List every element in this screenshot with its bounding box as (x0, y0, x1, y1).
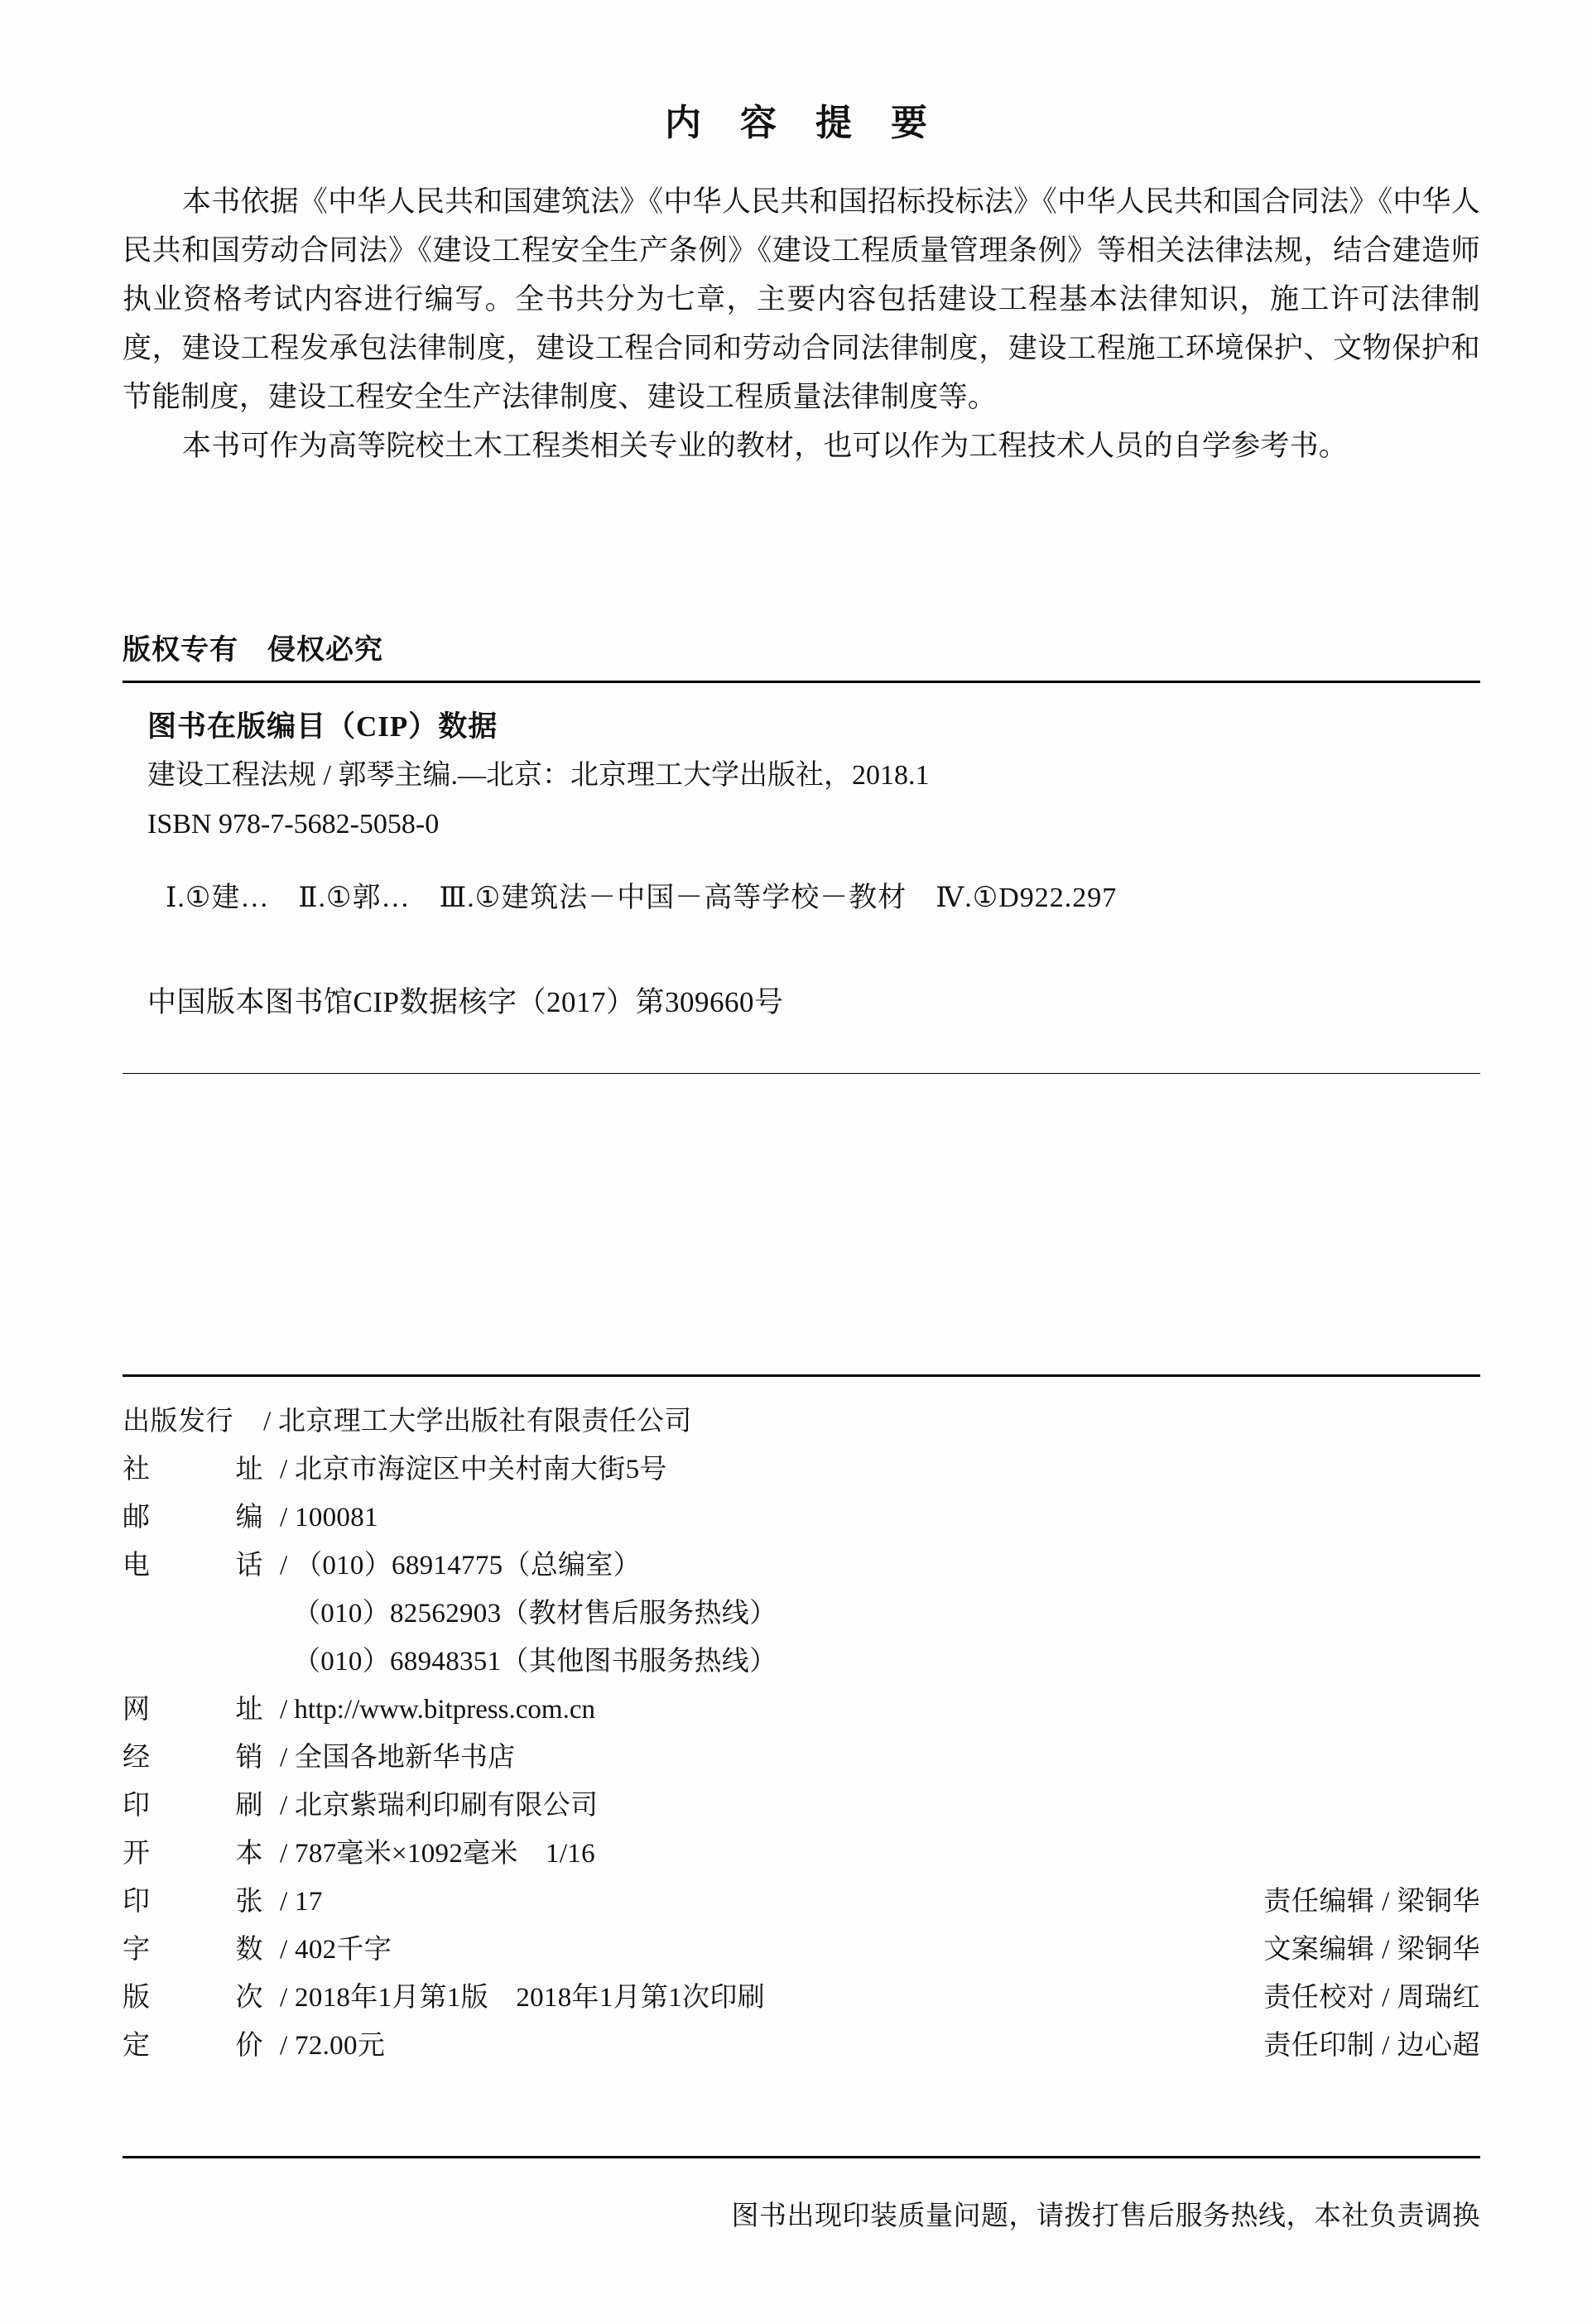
publication-row-label (123, 1687, 280, 1726)
divider-below-cip (123, 1073, 1480, 1074)
publication-staff-credit: 责任编辑 / 梁铜华 (1263, 1887, 1480, 1917)
publication-label-char-a: 开 (123, 1839, 151, 1869)
publication-info (123, 1399, 1480, 2071)
publication-row-label (123, 1927, 280, 1966)
publication-label-char-b: 话 (235, 1551, 263, 1581)
publication-label-char-a: 字 (123, 1935, 151, 1965)
publication-row (123, 2023, 1480, 2071)
publication-row-label (123, 1831, 280, 1870)
publication-label-char-b: 数 (235, 1935, 263, 1965)
publication-label-char-a: 经 (123, 1743, 151, 1773)
publication-row-value: / 2018年1月第1版 2018年1月第1次印刷 (280, 1983, 765, 2013)
publication-row (123, 1591, 1480, 1639)
publication-row (123, 1543, 1480, 1591)
publication-label-char-b: 张 (235, 1887, 263, 1917)
cip-title-line: 建设工程法规 / 郭琴主编.—北京：北京理工大学出版社，2018.1 (147, 760, 930, 791)
publication-row-value: / 全国各地新华书店 (280, 1743, 516, 1773)
publication-row (123, 1447, 1480, 1495)
cip-classification: Ⅰ.①建… Ⅱ.①郭… Ⅲ.①建筑法－中国－高等学校－教材 Ⅳ.①D922.297 (166, 883, 1118, 913)
publication-row-value: / 787毫米×1092毫米 1/16 (280, 1839, 595, 1869)
publication-row (123, 1687, 1480, 1735)
copyright-notice: 版权专有 侵权必究 (123, 635, 383, 666)
publication-label-char-b: 刷 (235, 1791, 263, 1821)
divider-above-publication (123, 1374, 1480, 1377)
publication-row-value: / 100081 (280, 1503, 378, 1532)
publication-label-char-b: 编 (235, 1503, 263, 1532)
cip-isbn: ISBN 978-7-5682-5058-0 (147, 809, 440, 840)
publication-row (123, 1783, 1480, 1831)
publication-label-char-a: 版 (123, 1983, 151, 2013)
publication-row (123, 1831, 1480, 1879)
abstract-paragraph-2: 本书可作为高等院校土木工程类相关专业的教材，也可以作为工程技术人员的自学参考书。 (182, 430, 1349, 462)
publication-row (123, 1927, 1480, 1975)
footer-note: 图书出现印装质量问题，请拨打售后服务热线，本社负责调换 (731, 2201, 1480, 2231)
publication-row-label (123, 1879, 280, 1918)
abstract-section (123, 177, 1480, 470)
publication-row (123, 1735, 1480, 1783)
publication-label-char-a: 邮 (123, 1503, 151, 1532)
publication-row-value: / （010）68914775（总编室） (280, 1551, 641, 1581)
publication-row-label (123, 1975, 280, 2014)
divider-above-cip (123, 681, 1480, 683)
publication-staff-credit: 文案编辑 / 梁铜华 (1263, 1935, 1480, 1965)
publication-row (123, 1975, 1480, 2023)
publication-row-label: 出版发行 (123, 1407, 233, 1436)
publication-label-char-a: 网 (123, 1695, 151, 1725)
publication-staff-credit: 责任印制 / 边心超 (1263, 2031, 1480, 2061)
publication-label-char-a: 定 (123, 2031, 151, 2061)
publication-row-label (123, 1783, 280, 1822)
publication-label-char-a: 社 (123, 1455, 151, 1484)
publication-row (123, 1879, 1480, 1927)
publication-staff-credit: 责任校对 / 周瑞红 (1263, 1983, 1480, 2013)
publication-label-char-b: 址 (235, 1455, 263, 1484)
publication-label-char-b: 销 (235, 1743, 263, 1773)
abstract-paragraph-1: 本书依据《中华人民共和国建筑法》《中华人民共和国招标投标法》《中华人民共和国合同法》《中华人民共和国劳动合同法》《建设工程安全生产条例》《建设工程质量管理条例》等相关法律法规，结合建造师执业资格考试内容进行编写。全书共分为七章，主要内容包括建设工程基本法律知识，施工许可法律制度，建设工程发承包法律制度，建设工程合同和劳动合同法律制度，建设工程施工环境保护、文物保护和节能制度，建设工程安全生产法律制度、建设工程质量法律制度等。 (123, 185, 1480, 413)
publication-row (123, 1399, 1480, 1447)
publication-label-char-b: 址 (235, 1695, 263, 1725)
publication-row-value: / 北京理工大学出版社有限责任公司 (263, 1407, 692, 1436)
publication-row (123, 1639, 1480, 1687)
publication-row-value: / 72.00元 (280, 2031, 386, 2061)
divider-below-publication (123, 2156, 1480, 2158)
page-title: 内 容 提 要 (665, 103, 942, 143)
publication-row-label (123, 1495, 280, 1534)
publication-label-char-b: 本 (235, 1839, 263, 1869)
publication-row (123, 1495, 1480, 1543)
publication-label-char-b: 次 (235, 1983, 263, 2013)
cip-block (147, 702, 1489, 922)
publication-label-char-b: 价 (235, 2031, 263, 2061)
publication-row-value: （010）82562903（教材售后服务热线） (293, 1599, 777, 1629)
publication-label-char-a: 印 (123, 1887, 151, 1917)
cip-heading: 图书在版编目（CIP）数据 (147, 710, 498, 743)
publication-label-char-a: 电 (123, 1551, 151, 1581)
publisher-website-value[interactable]: / http://www.bitpress.com.cn (280, 1695, 595, 1725)
publication-row-label (123, 1735, 280, 1774)
publication-row-value: / 北京紫瑞利印刷有限公司 (280, 1791, 599, 1821)
publication-row-label (123, 1543, 280, 1582)
publication-row-value: / 北京市海淀区中关村南大街5号 (280, 1455, 667, 1484)
cip-approval-number: 中国版本图书馆CIP数据核字（2017）第309660号 (147, 986, 784, 1018)
publication-row-label (123, 1447, 280, 1486)
publication-row-value: / 17 (280, 1887, 323, 1917)
publication-row-value: （010）68948351（其他图书服务热线） (293, 1647, 777, 1677)
publication-label-char-a: 印 (123, 1791, 151, 1821)
publication-row-value: / 402千字 (280, 1935, 392, 1965)
publication-row-label (123, 2023, 280, 2062)
